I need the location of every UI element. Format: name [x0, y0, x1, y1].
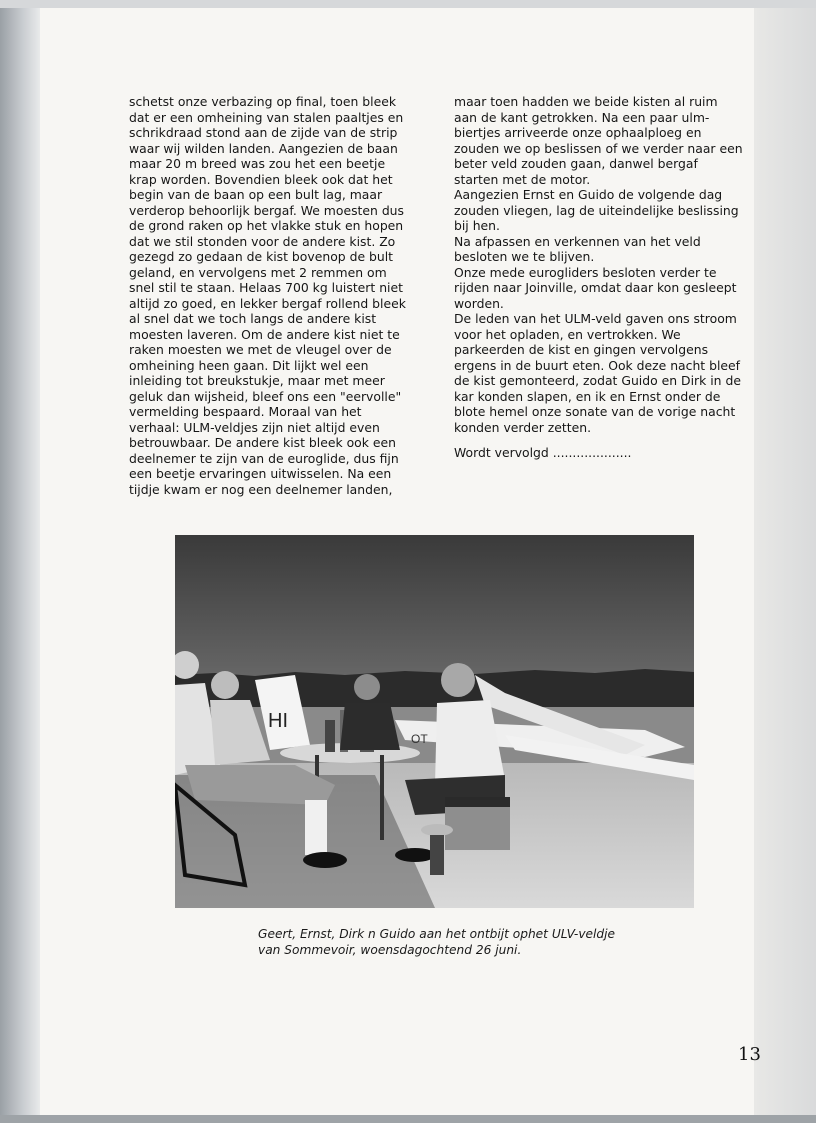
paragraph: schetst onze verbazing op final, toen bleek dat er een omheining van stalen paaltjes en schrikdraad stond aan de zijde van de strip waar wij wilden landen. Aangezien de baan maar 20 m breed was zou het een beetje krap worden. Bovendien bleek ook dat het begin van de baan op een bult lag, maar verderop behoorlijk bergaf. We moesten dus de grond raken op het vlakke stuk en hopen dat we stil stonden voor de andere kist. Zo gezegd zo gedaan de kist bovenop de bult geland, en vervolgens met 2 remmen om snel stil te staan. Helaas 700 kg luistert niet altijd zo goed, en lekker bergaf rollend bleek al snel dat we toch langs de andere kist moesten laveren. Om de andere kist niet te raken moesten we met de vleugel over de omheining heen gaan. Dit lijkt wel een inleiding tot breukstukje, maar met meer geluk dan wijsheid, bleef ons een "eervolle" vermelding bespaard. Moraal van het verhaal: ULM-veldjes zijn niet altijd even betrouwbaar. De andere kist bleek ook een deelnemer te zijn van de euroglide, dus fijn een beetje ervaringen uitwisselen. Na een tijdje kwam er nog een deelnemer landen, [129, 94, 406, 497]
caption-line: van Sommevoir, woensdagochtend 26 juni. [258, 942, 522, 957]
paragraph: De leden van het ULM-veld gaven ons stroom voor het opladen, en vertrokken. We parkeerden de kist en gingen vervolgens ergens in de buurt eten. Ook deze nacht bleef de kist gemonteerd, zodat Guido en Dirk in de kar konden slapen, en ik en Ernst onder de blote hemel onze sonate van de vorige nacht konden verder zetten. [454, 311, 741, 435]
paragraph: maar toen hadden we beide kisten al ruim aan de kant getrokken. Na een paar ulm-biertjes arriveerde onze ophaalploeg en zouden we op beslissen of we verder naar een beter veld zouden gaan, danwel bergaf starten met de motor. [454, 94, 743, 187]
page-number: 13 [738, 1044, 761, 1065]
adjacent-page-edge [754, 8, 816, 1115]
photo-caption [258, 927, 678, 958]
wing-letters: OT [411, 732, 428, 746]
paragraph: Aangezien Ernst en Guido de volgende dag zouden vliegen, lag de uiteindelijke beslissing bij hen. [454, 187, 739, 233]
paragraph: Na afpassen en verkennen van het veld besloten we te blijven. [454, 233, 701, 264]
breakfast-photo [175, 535, 694, 908]
scan-left-edge [0, 0, 40, 1123]
right-text-column [454, 94, 744, 461]
paragraph: Onze mede eurogliders besloten verder te rijden naar Joinville, omdat daar kon gesleept worden. [454, 264, 737, 311]
scan-bottom-edge [0, 1115, 816, 1123]
scan-top-edge [0, 0, 816, 8]
tail-letters: HI [268, 710, 288, 732]
caption-line: Geert, Ernst, Dirk n Guido aan het ontbijt ophet ULV-veldje [258, 927, 616, 941]
to-be-continued-line: Wordt vervolgd .................... [454, 445, 632, 460]
left-text-column [129, 94, 411, 497]
